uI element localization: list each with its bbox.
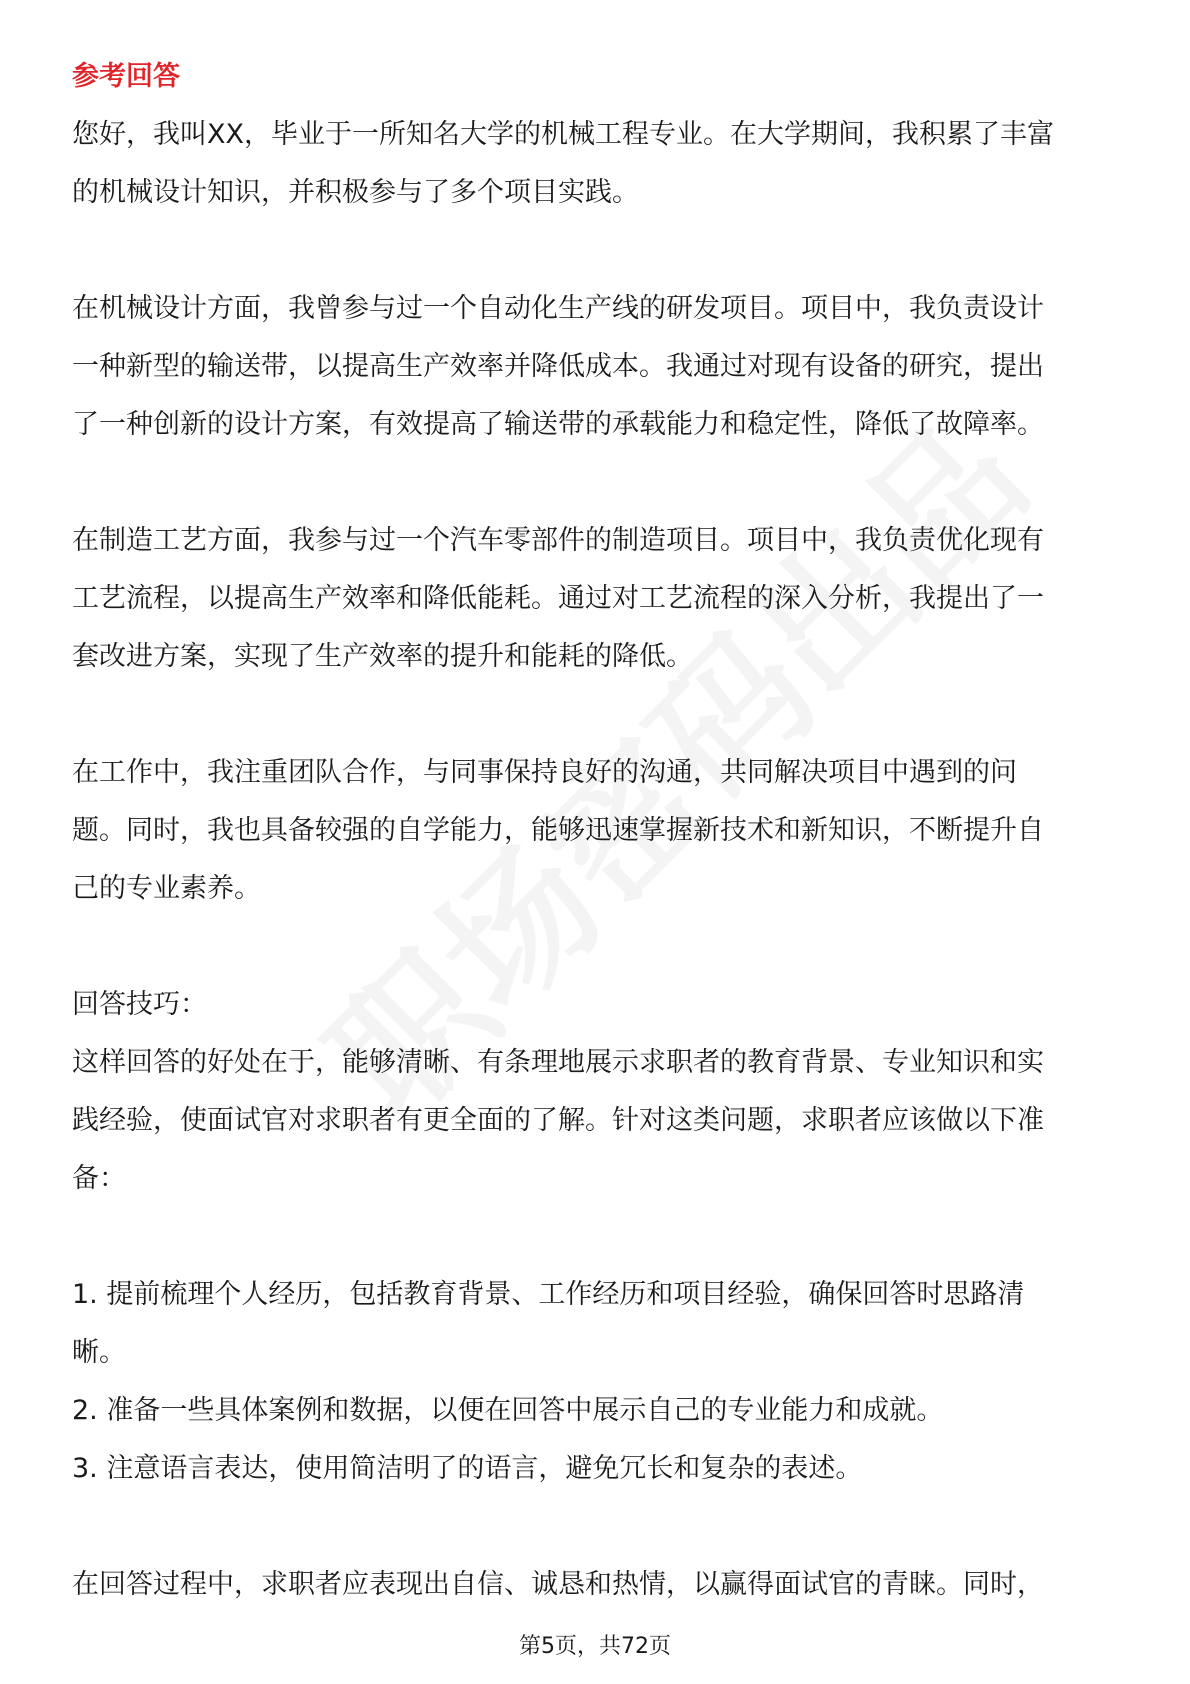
- paragraph-gap: [72, 222, 1132, 280]
- text-line: 晰。: [72, 1337, 126, 1368]
- text-line: 在制造工艺方面，我参与过一个汽车零部件的制造项目。项目中，我负责优化现有: [72, 525, 1044, 556]
- text-line: 备：: [72, 1163, 126, 1194]
- text-line: 1. 提前梳理个人经历，包括教育背景、工作经历和项目经验，确保回答时思路清: [72, 1279, 1025, 1310]
- tips-list: [72, 1266, 1132, 1498]
- text-line: 工艺流程，以提高生产效率和降低能耗。通过对工艺流程的深入分析，我提出了一: [72, 583, 1044, 614]
- list-item: [72, 1440, 1132, 1498]
- text-line: 的机械设计知识，并积极参与了多个项目实践。: [72, 177, 639, 208]
- text-line: 套改进方案，实现了生产效率的提升和能耗的降低。: [72, 641, 693, 672]
- text-line: 这样回答的好处在于，能够清晰、有条理地展示求职者的教育背景、专业知识和实: [72, 1047, 1044, 1078]
- tips-intro: [72, 1034, 1132, 1208]
- text-line: 己的专业素养。: [72, 873, 261, 904]
- paragraph-gap: [72, 686, 1132, 744]
- paragraph-gap: [72, 1498, 1132, 1556]
- closing-line: 在回答过程中，求职者应表现出自信、诚恳和热情，以赢得面试官的青睐。同时，: [72, 1569, 1044, 1600]
- list-item: [72, 1266, 1132, 1382]
- text-line: 一种新型的输送带，以提高生产效率并降低成本。我通过对现有设备的研究，提出: [72, 351, 1044, 382]
- list-item: [72, 1382, 1132, 1440]
- tips-title: 回答技巧：: [72, 989, 207, 1020]
- paragraph-teamwork: [72, 744, 1132, 918]
- paragraph-gap: [72, 918, 1132, 976]
- text-line: 3. 注意语言表达，使用简洁明了的语言，避免冗长和复杂的表述。: [72, 1453, 863, 1484]
- text-line: 在机械设计方面，我曾参与过一个自动化生产线的研发项目。项目中，我负责设计: [72, 293, 1044, 324]
- document-body: [72, 48, 1132, 1614]
- paragraph-gap: [72, 1208, 1132, 1266]
- paragraph-design: [72, 280, 1132, 454]
- text-line: 在工作中，我注重团队合作，与同事保持良好的沟通，共同解决项目中遇到的问: [72, 757, 1017, 788]
- text-line: 2. 准备一些具体案例和数据，以便在回答中展示自己的专业能力和成就。: [72, 1395, 944, 1426]
- paragraph-gap: [72, 454, 1132, 512]
- paragraph-manufacturing: [72, 512, 1132, 686]
- text-line: 践经验，使面试官对求职者有更全面的了解。针对这类问题，求职者应该做以下准: [72, 1105, 1044, 1136]
- paragraph-intro: [72, 106, 1132, 222]
- section-heading: 参考回答: [72, 61, 180, 92]
- page-number: 第5页，共72页: [519, 1634, 671, 1659]
- text-line: 您好，我叫XX，毕业于一所知名大学的机械工程专业。在大学期间，我积累了丰富: [72, 119, 1054, 150]
- text-line: 题。同时，我也具备较强的自学能力，能够迅速掌握新技术和新知识，不断提升自: [72, 815, 1044, 846]
- text-line: 了一种创新的设计方案，有效提高了输送带的承载能力和稳定性，降低了故障率。: [72, 409, 1044, 440]
